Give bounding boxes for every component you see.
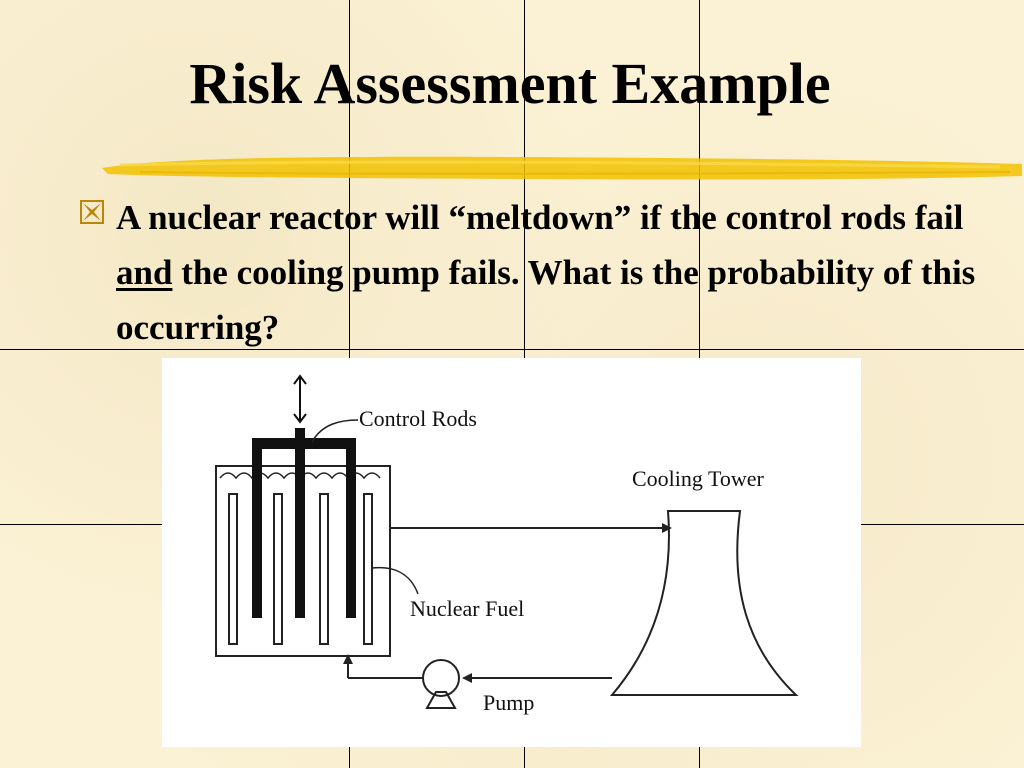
pump xyxy=(423,660,459,708)
reactor-diagram xyxy=(162,358,861,747)
cross-bullet-icon xyxy=(80,200,104,224)
nuclear-fuel-label: Nuclear Fuel xyxy=(410,596,525,621)
cooling-tower xyxy=(612,511,796,695)
bullet-text-start: A nuclear reactor will “meltdown” if the control rods fail xyxy=(116,198,964,237)
bullet-text xyxy=(116,190,1006,355)
outlet-arrow xyxy=(662,523,672,533)
bullet-text-end: the cooling pump fails. What is the probability of this occurring? xyxy=(116,253,976,347)
control-rods xyxy=(252,428,356,618)
nuclear-fuel-leader xyxy=(372,568,418,594)
slide-title: Risk Assessment Example xyxy=(189,51,831,116)
cooling-tower-label: Cooling Tower xyxy=(632,466,764,491)
rod-movement-arrow xyxy=(294,376,306,422)
return-arrow xyxy=(462,673,472,683)
control-rods-label: Control Rods xyxy=(359,406,477,431)
highlighter-stroke xyxy=(100,150,1024,186)
bullet-emphasis: and xyxy=(116,253,173,292)
pump-label: Pump xyxy=(483,690,535,715)
